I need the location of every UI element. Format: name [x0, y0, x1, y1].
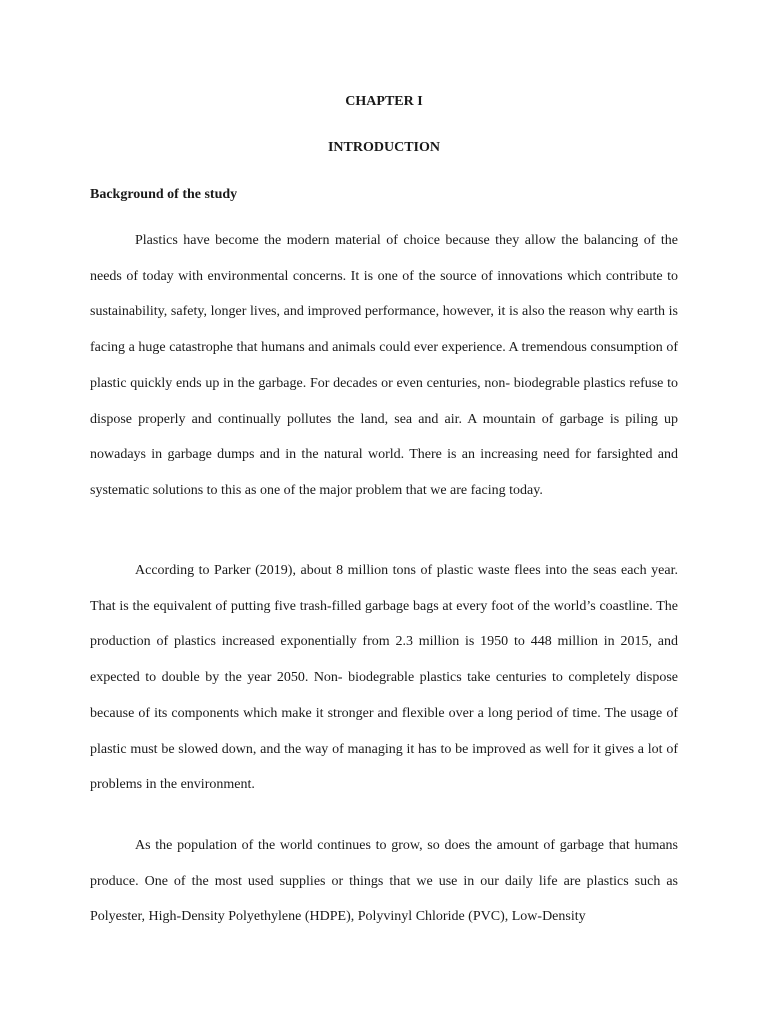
paragraph: As the population of the world continues to grow, so does the amount of garbage that humans produce. One of the most used supplies or things that we use in our daily life are plastics such as Polyester, High-Density Polyethylene (HDPE), Polyvinyl Chloride (PVC), Low-Density [90, 838, 678, 925]
paragraph: According to Parker (2019), about 8 million tons of plastic waste flees into the seas each year. That is the equivalent of putting five trash-filled garbage bags at every foot of the world’s coastline. The production of plastics increased exponentially from 2.3 million is 1950 to 448 million in 2015, and expected to double by the year 2050. Non- biodegrable plastics take centuries to completely dispose because of its components which make it stronger and flexible over a long period of time. The usage of plastic must be slowed down, and the way of managing it has to be improved as well for it gives a lot of problems in the environment. [90, 563, 678, 793]
document-page [90, 0, 678, 1024]
chapter-title: INTRODUCTION [327, 140, 440, 155]
paragraph: Plastics have become the modern material of choice because they allow the balancing of the needs of today with environmental concerns. It is one of the source of innovations which contribute to sustainability, safety, longer lives, and improved performance, however, it is also the reason why earth is facing a huge catastrophe that humans and animals could ever experience. A tremendous consumption of plastic quickly ends up in the garbage. For decades or even centuries, non- biodegrable plastics refuse to dispose properly and continually pollutes the land, sea and air. A mountain of garbage is piling up nowadays in garbage dumps and in the natural world. There is an increasing need for farsighted and systematic solutions to this as one of the major problem that we are facing today. [90, 233, 678, 498]
chapter-label: CHAPTER I [345, 94, 423, 109]
section-heading: Background of the study [90, 187, 238, 202]
